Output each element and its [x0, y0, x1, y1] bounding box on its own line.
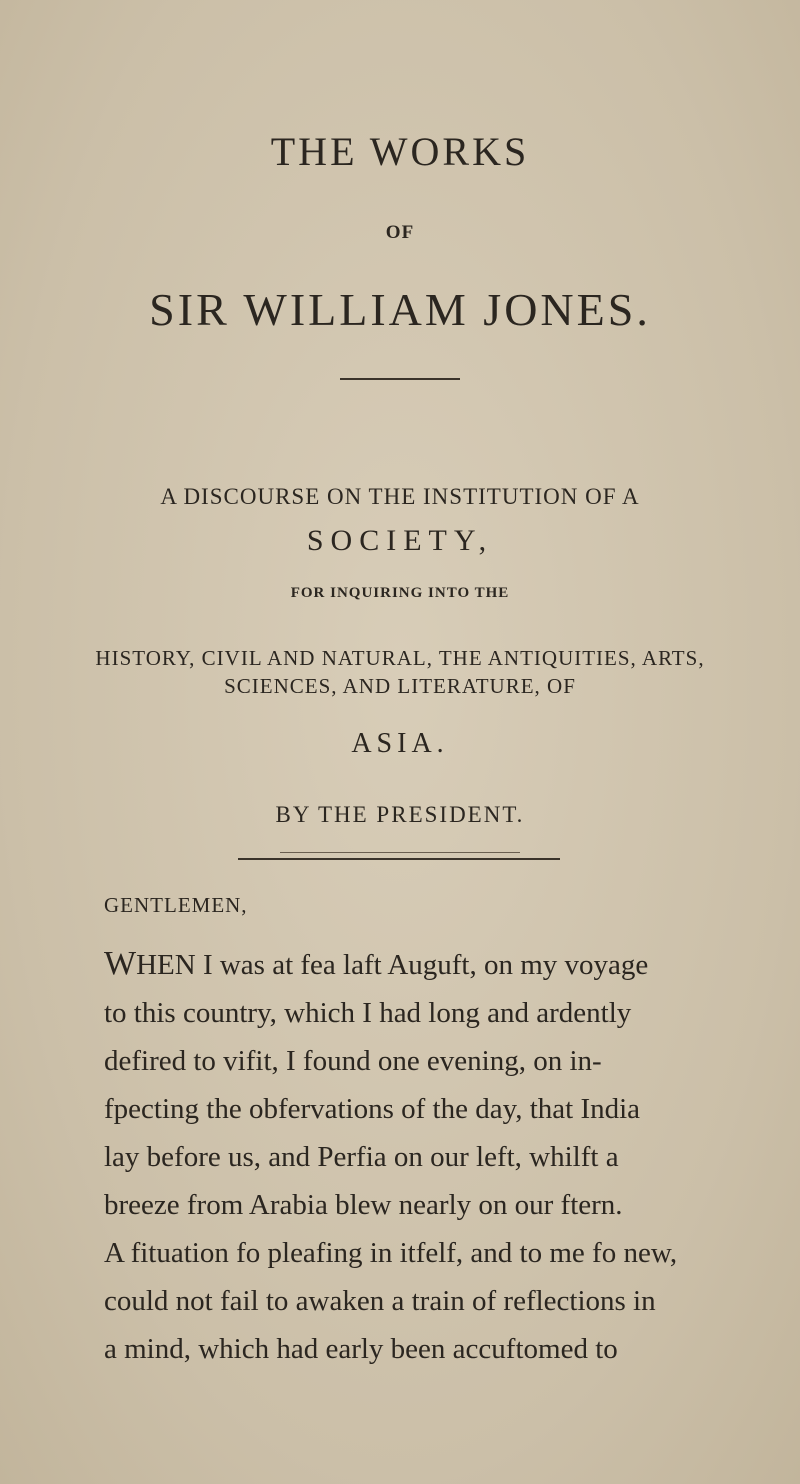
body-line: breeze from Arabia blew nearly on our ftern. [104, 1189, 623, 1221]
discourse-title-line-1: A DISCOURSE ON THE INSTITUTION OF A [160, 484, 640, 509]
body-line: lay before us, and Perfia on our left, whilft a [104, 1141, 619, 1173]
salutation: GENTLEMEN, [104, 893, 248, 917]
of-label: OF [385, 222, 415, 243]
discourse-title-society: SOCIETY, [306, 524, 494, 557]
author-name: SIR WILLIAM JONES. [149, 284, 651, 335]
body-paragraph [104, 940, 794, 1373]
discourse-title-line-3: FOR INQUIRING INTO THE [290, 585, 510, 601]
discourse-title-asia: ASIA. [351, 728, 449, 759]
section-divider-thin [280, 852, 520, 853]
byline: BY THE PRESIDENT. [275, 802, 525, 827]
body-line: defired to vifit, I found one evening, on in- [104, 1045, 602, 1077]
body-line: A fituation fo pleafing in itfelf, and to me fo new, [104, 1237, 678, 1269]
works-title: THE WORKS [270, 129, 530, 174]
body-line-text: HEN I was at fea laft Auguft, on my voyage [136, 949, 649, 981]
title-divider [340, 378, 460, 380]
body-line: to this country, which I had long and ardently [104, 997, 632, 1029]
body-line: a mind, which had early been accuftomed to [104, 1333, 618, 1365]
drop-cap: W [104, 945, 137, 982]
section-divider [238, 858, 560, 860]
body-line: could not fail to awaken a train of reflections in [104, 1285, 656, 1317]
body-line [104, 940, 794, 989]
discourse-title-line-5: SCIENCES, AND LITERATURE, OF [224, 674, 576, 698]
discourse-title-line-4: HISTORY, CIVIL AND NATURAL, THE ANTIQUITIES, ARTS, [95, 646, 705, 670]
body-line: fpecting the obfervations of the day, that India [104, 1093, 641, 1125]
